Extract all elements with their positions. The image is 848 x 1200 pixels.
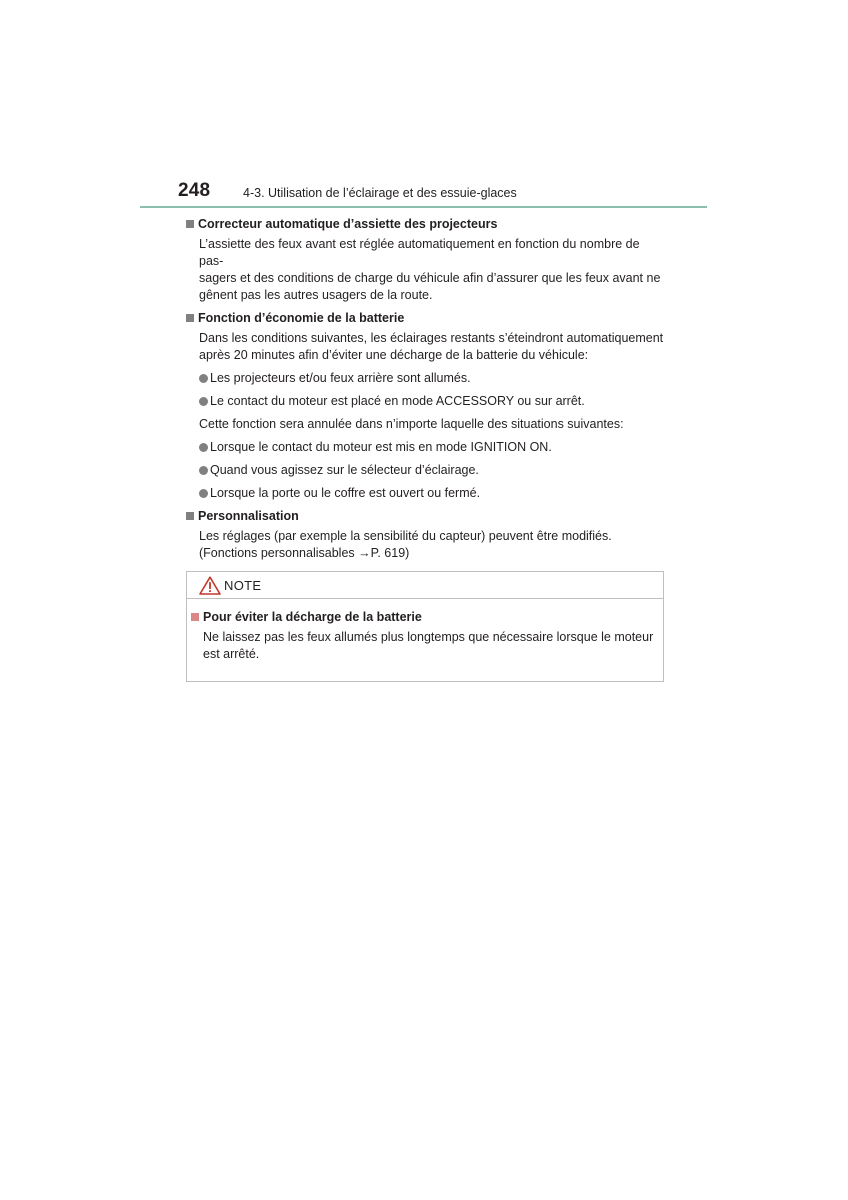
paragraph-line: Les réglages (par exemple la sensibilité du capteur) peuvent être modifiés.	[199, 529, 612, 543]
list-item	[199, 370, 666, 387]
note-header	[187, 572, 663, 599]
page-number: 248	[178, 180, 211, 201]
square-bullet-icon	[186, 512, 194, 520]
round-bullet-icon	[199, 397, 208, 406]
square-bullet-icon	[191, 613, 199, 621]
round-bullet-icon	[199, 466, 208, 475]
section-heading	[186, 216, 666, 232]
section-paragraph	[199, 528, 666, 562]
page-content	[186, 216, 666, 562]
paragraph-line: après 20 minutes afin d’éviter une décharge de la batterie du véhicule:	[199, 348, 589, 362]
round-bullet-icon	[199, 443, 208, 452]
section-paragraph	[199, 236, 666, 304]
section-heading	[186, 508, 666, 524]
warning-icon	[199, 576, 221, 595]
list-item-text: Quand vous agissez sur le sélecteur d’éclairage.	[210, 463, 479, 477]
list-item	[199, 439, 666, 456]
paragraph-line: L’assiette des feux avant est réglée automatiquement en fonction du nombre de pas-	[199, 237, 640, 268]
paragraph-line: (Fonctions personnalisables →P. 619)	[199, 546, 410, 560]
list-item	[199, 485, 666, 502]
header-rule	[140, 206, 707, 208]
note-body	[187, 599, 663, 663]
round-bullet-icon	[199, 489, 208, 498]
square-bullet-icon	[186, 220, 194, 228]
list-item	[199, 462, 666, 479]
section-heading-text: Fonction d’économie de la batterie	[198, 310, 405, 325]
list-item	[199, 393, 666, 410]
note-heading-text: Pour éviter la décharge de la batterie	[203, 609, 422, 624]
list-item-text: Lorsque la porte ou le coffre est ouvert ou fermé.	[210, 486, 481, 500]
note-box	[186, 571, 664, 682]
section-paragraph	[199, 416, 666, 433]
section-heading-text: Personnalisation	[198, 508, 299, 523]
list-item-text: Les projecteurs et/ou feux arrière sont allumés.	[210, 371, 471, 385]
paragraph-line: Cette fonction sera annulée dans n’importe laquelle des situations suivantes:	[199, 417, 624, 431]
paragraph-line: Ne laissez pas les feux allumés plus longtemps que nécessaire lorsque le moteur	[203, 630, 654, 644]
paragraph-line: Dans les conditions suivantes, les éclairages restants s’éteindront automatiquement	[199, 331, 664, 345]
note-heading	[191, 609, 659, 625]
note-title: NOTE	[224, 577, 262, 593]
chapter-title: 4-3. Utilisation de l’éclairage et des essuie-glaces	[243, 186, 517, 200]
note-paragraph	[203, 629, 659, 663]
paragraph-line: sagers et des conditions de charge du véhicule afin d’assurer que les feux avant ne	[199, 271, 661, 285]
paragraph-line: gênent pas les autres usagers de la route.	[199, 288, 433, 302]
paragraph-line: est arrêté.	[203, 647, 260, 661]
section-heading-text: Correcteur automatique d’assiette des projecteurs	[198, 216, 498, 231]
section-heading	[186, 310, 666, 326]
round-bullet-icon	[199, 374, 208, 383]
list-item-text: Le contact du moteur est placé en mode ACCESSORY ou sur arrêt.	[210, 394, 585, 408]
list-item-text: Lorsque le contact du moteur est mis en mode IGNITION ON.	[210, 440, 552, 454]
square-bullet-icon	[186, 314, 194, 322]
section-paragraph	[199, 330, 666, 364]
